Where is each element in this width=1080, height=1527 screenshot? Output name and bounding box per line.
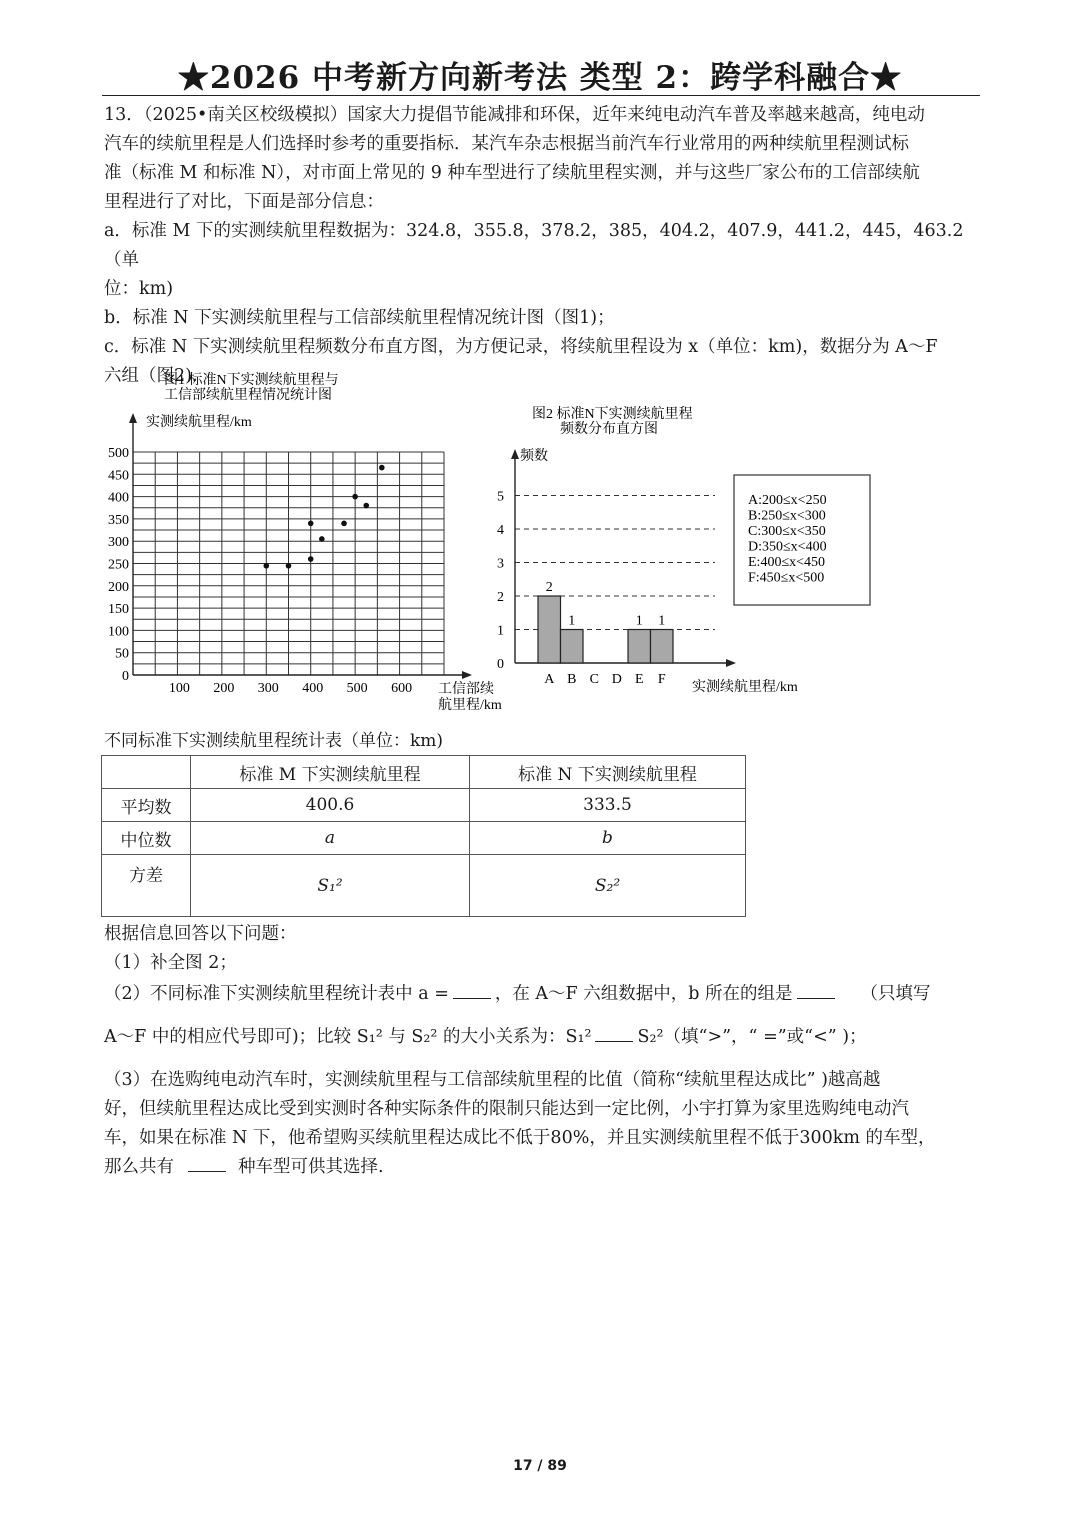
figure2-y-ticks	[497, 490, 504, 673]
figure2-y-tick-label: 1	[497, 623, 504, 639]
q3-text-a: 那么共有	[104, 1157, 174, 1177]
figure1-points	[263, 465, 384, 569]
answer-blank-variance[interactable]	[595, 1025, 633, 1042]
figure2-legend-item: B:250≤x<300	[748, 508, 826, 524]
figure2-category-label: E	[634, 672, 644, 687]
stem-line: b．标准 N 下实测续航里程与工信部续航里程情况统计图（图1)；	[104, 308, 615, 328]
question-3-line4	[104, 1153, 984, 1182]
figure1-title-line2: 工信部续航里程情况统计图	[164, 388, 332, 403]
figure2-bar	[651, 630, 674, 664]
figure1-ylabel: 实测续航里程/km	[146, 415, 252, 430]
figure2-category-label: B	[567, 672, 577, 687]
answer-blank-count[interactable]	[188, 1155, 226, 1172]
figure1-x-tick-label: 300	[257, 681, 279, 696]
figure2-legend-item: D:350≤x<400	[748, 539, 827, 555]
stem-line: 准（标准 M 和标准 N），对市面上常见的 9 种车型进行了续航里程实测，并与这些厂家公布的工信部续航	[104, 163, 920, 183]
table-caption: 不同标准下实测续航里程统计表（单位：km)	[104, 731, 444, 751]
figure1-y-tick-label: 500	[108, 446, 129, 461]
cell-n: b	[470, 822, 746, 855]
stem-line: 13．（2025•南关区校级模拟）国家大力提倡节能减排和环保，近年来纯电动汽车普及率越来越高，纯电动	[104, 105, 925, 125]
table-row	[102, 789, 746, 822]
figure1-title-line1: 图1 标准N下实测续航里程与	[164, 373, 339, 388]
figure1-y-tick-label: 350	[108, 512, 129, 528]
figure1-y-tick-label: 400	[108, 490, 129, 506]
question-stem	[104, 101, 984, 391]
table-header-n: 标准 N 下实测续航里程	[470, 756, 746, 789]
figure2-y-tick-label: 0	[497, 657, 504, 672]
figure2-legend-item: E:400≤x<450	[748, 555, 826, 570]
figure2-legend-item: F:450≤x<500	[748, 570, 825, 586]
figure2-ylabel: 频数	[520, 449, 548, 464]
figure1-data-point	[308, 556, 314, 562]
figure2-legend-item: C:300≤x<350	[748, 524, 826, 539]
figure2-y-axis-arrow	[511, 449, 519, 459]
question-3-line3: 车，如果在标准 N 下，他希望购买续航里程达成比不低于80%，并且实测续航里程不低于300km 的车型，	[104, 1128, 936, 1148]
figure1-y-tick-label: 100	[108, 624, 129, 640]
figure2-bar	[628, 630, 651, 664]
q2-text-b: ，在 A～F 六组数据中，b 所在的组是	[494, 984, 793, 1004]
figure1-data-point	[379, 465, 385, 471]
figure2-legend	[748, 493, 827, 586]
figure2-y-tick-label: 4	[497, 523, 504, 538]
answer-blank-b-group[interactable]	[797, 982, 835, 999]
figure1-xlabel-line1: 工信部续	[438, 682, 494, 697]
answer-blank-a[interactable]	[453, 982, 491, 999]
figure1-data-point	[363, 503, 369, 509]
figure1-data-point	[319, 536, 325, 542]
figure2-y-tick-label: 2	[497, 590, 504, 605]
figure2-bar-label: 1	[635, 613, 643, 629]
q2-text-a: （2）不同标准下实测续航里程统计表中 a =	[104, 984, 449, 1004]
figure1-y-tick-label: 300	[108, 535, 129, 551]
figure1-x-tick-label: 400	[302, 681, 324, 696]
table-row	[102, 855, 746, 917]
stem-line: 位：km)	[104, 279, 174, 299]
table-header-m: 标准 M 下实测续航里程	[191, 756, 470, 789]
figure1-x-tick-label: 600	[391, 681, 413, 696]
table-row	[102, 822, 746, 855]
figure2-bar-label: 1	[568, 613, 576, 629]
figure1-y-axis-arrow	[129, 413, 137, 423]
figure1-x-axis-arrow	[462, 671, 472, 679]
figure1-data-point	[352, 494, 358, 500]
figure2-title-line2: 频数分布直方图	[560, 422, 658, 437]
question-2-line2	[104, 1023, 984, 1052]
figure2-title-line1: 图2 标准N下实测续航里程	[532, 407, 693, 422]
q2-line2-text-b: S₂²（填“>”，“ =”或“<” )；	[637, 1027, 867, 1047]
figure1-x-tick-label: 500	[346, 681, 368, 696]
row-label: 中位数	[102, 822, 191, 855]
figure1-y-ticks	[108, 446, 129, 684]
figure2-category-label: A	[544, 672, 555, 687]
cell-n: 333.5	[470, 789, 746, 822]
figure1-x-ticks	[169, 681, 412, 696]
figure1-y-tick-label: 250	[108, 557, 129, 573]
figure1-scatter-chart	[100, 365, 520, 720]
figure2-bar	[538, 596, 561, 663]
figure2-categories	[544, 672, 666, 687]
header-divider	[102, 95, 980, 96]
q2-line2-text-a: A～F 中的相应代号即可)；比较 S₁² 与 S₂² 的大小关系为：S₁²	[104, 1027, 592, 1047]
figure1-data-point	[308, 521, 314, 527]
q3-text-b: 种车型可供其选择.	[238, 1157, 384, 1177]
figure2-x-axis-arrow	[726, 659, 736, 667]
question-3-line2: 好，但续航里程达成比受到实测时各种实际条件的限制只能达到一定比例，小宇打算为家里选购纯电动汽	[104, 1099, 909, 1119]
figure1-data-point	[263, 563, 269, 569]
figure2-histogram-chart	[480, 398, 880, 698]
figure2-bar-label: 2	[545, 580, 553, 595]
figure1-y-tick-label: 450	[108, 468, 129, 484]
figure1-y-tick-label: 200	[108, 579, 129, 595]
stats-table	[101, 755, 746, 917]
figure2-legend-item: A:200≤x<250	[748, 493, 827, 508]
table-header-row	[102, 756, 746, 789]
stem-line: 汽车的续航里程是人们选择时参考的重要指标．某汽车杂志根据当前汽车行业常用的两种续航里程测试标	[104, 134, 909, 154]
stem-line: c．标准 N 下实测续航里程频数分布直方图，为方便记录，将续航里程设为 x（单位：km)，数据分为 A～F	[104, 337, 938, 357]
questions	[104, 920, 984, 1182]
figure2-bars	[538, 580, 673, 663]
question-1: （1）补全图 2；	[104, 953, 237, 973]
figure1-axes	[129, 413, 472, 679]
row-label: 方差	[102, 855, 191, 917]
figure2-y-tick-label: 5	[497, 489, 504, 505]
cell-m: a	[191, 822, 470, 855]
stem-line: 六组（图2)．	[104, 366, 210, 386]
figure2-xlabel: 实测续航里程/km	[692, 680, 798, 695]
figure1-data-point	[286, 563, 292, 569]
figure2-bar-label: 1	[658, 613, 666, 629]
table-corner-cell	[102, 756, 191, 789]
figure1-xlabel-line2: 航里程/km	[438, 698, 502, 713]
figure2-category-label: D	[611, 672, 622, 687]
stem-line: a．标准 M 下的实测续航里程数据为：324.8，355.8，378.2，385，404.2，407.9，441.2，445，463.2（单	[104, 221, 964, 270]
cell-m: S₁²	[191, 855, 470, 917]
q2-text-c: （只填写	[860, 984, 931, 1004]
questions-intro: 根据信息回答以下问题：	[104, 924, 297, 944]
figure1-y-tick-label: 150	[108, 602, 129, 618]
figure2-category-label: F	[657, 672, 666, 687]
figure1-x-tick-label: 200	[213, 681, 235, 696]
figure2-y-tick-label: 3	[497, 556, 504, 572]
figure1-y-tick-label: 0	[122, 669, 129, 684]
stem-line: 里程进行了对比，下面是部分信息：	[104, 192, 384, 212]
page-number: 17 / 89	[513, 1458, 567, 1474]
cell-m: 400.6	[191, 789, 470, 822]
figure2-bar	[561, 630, 584, 664]
question-3-line1: （3）在选购纯电动汽车时，实测续航里程与工信部续航里程的比值（简称“续航里程达成比” )越高越	[104, 1070, 881, 1090]
question-2-line1	[104, 980, 984, 1009]
figure2-category-label: C	[589, 672, 599, 687]
row-label: 平均数	[102, 789, 191, 822]
page-title: ★2026 中考新方向新考法 类型 2：跨学科融合★	[177, 60, 903, 96]
cell-n: S₂²	[470, 855, 746, 917]
figure1-data-point	[341, 521, 347, 527]
figure1-x-tick-label: 100	[168, 681, 190, 696]
figure1-y-tick-label: 50	[115, 646, 129, 662]
